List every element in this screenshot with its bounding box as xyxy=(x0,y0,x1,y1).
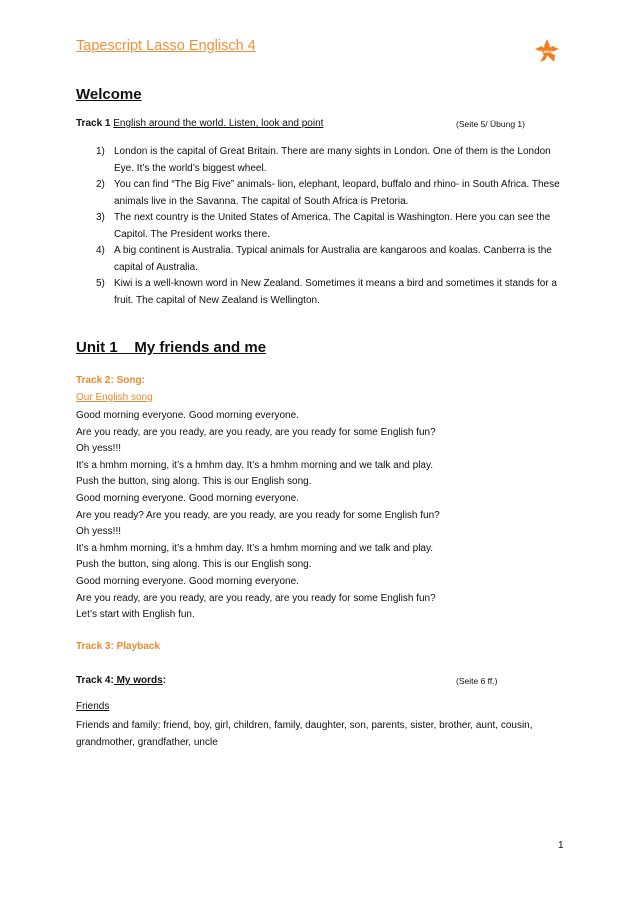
list-item xyxy=(76,276,566,309)
list-item-number: 1) xyxy=(96,146,105,157)
lyric-line: Are you ready? Are you ready, are you ready, are you ready for some English fun? xyxy=(76,509,440,521)
list-item-text: The next country is the United States of America. The Capital is Washington. Here you can see the Capitol. The President works there. xyxy=(114,212,551,240)
logo-text: Lasso xyxy=(540,49,554,54)
track-4-title: My words xyxy=(113,675,163,686)
lyric-line: Let’s start with English fun. xyxy=(76,609,195,621)
list-item-text: You can find “The Big Five” animals- lion, elephant, leopard, buffalo and rhino- in South Africa. These animals live in the Savanna. The capital of South Africa is Pretoria. xyxy=(114,179,560,207)
welcome-heading: Welcome xyxy=(76,86,142,103)
track-1-ref: (Seite 5/ Übung 1) xyxy=(456,119,525,129)
track-2-label: Track 2: Song: xyxy=(76,375,145,386)
lyric-line: Push the button, sing along. This is our English song. xyxy=(76,476,312,488)
list-item xyxy=(76,210,566,243)
lyric-line: Good morning everyone. Good morning everyone. xyxy=(76,575,299,587)
friends-text: Friends and family: friend, boy, girl, children, family, daughter, son, parents, sister, brother, aunt, cousin, grandmother, grandfather, uncle xyxy=(76,720,533,748)
list-item-text: Kiwi is a well-known word in New Zealand. Sometimes it means a bird and sometimes it stands for a fruit. The capital of New Zealand is Wellington. xyxy=(114,278,557,306)
track-1-line xyxy=(76,118,556,132)
lyric-line: It’s a hmhm morning, it’s a hmhm day. It’s a hmhm morning and we talk and play. xyxy=(76,459,434,471)
song-lyrics xyxy=(76,408,576,624)
friends-heading: Friends xyxy=(76,701,110,712)
track-4-line xyxy=(76,675,556,689)
unit-1-heading: Unit 1 My friends and me xyxy=(76,339,267,356)
track-3-label: Track 3: Playback xyxy=(76,641,160,652)
track-4-colon: : xyxy=(162,675,167,686)
welcome-list xyxy=(76,144,566,309)
list-item-text: London is the capital of Great Britain. There are many sights in London. One of them is the London Eye. It’s the world’s biggest wheel. xyxy=(114,146,551,174)
list-item-number: 3) xyxy=(96,212,105,223)
lyric-line: Push the button, sing along. This is our English song. xyxy=(76,559,312,571)
lyric-line: Good morning everyone. Good morning everyone. xyxy=(76,410,299,421)
list-item xyxy=(76,177,566,210)
lyric-line: Are you ready, are you ready, are you ready, are you ready for some English fun? xyxy=(76,426,436,438)
track-1-label: Track 1 xyxy=(76,118,111,129)
page-number: 1 xyxy=(558,840,564,851)
document-header-title: Tapescript Lasso Englisch 4 xyxy=(76,38,256,54)
list-item-number: 4) xyxy=(96,245,105,256)
track-1-title: English around the world. Listen, look and point xyxy=(113,118,324,129)
list-item xyxy=(76,243,566,276)
lyric-line: Good morning everyone. Good morning everyone. xyxy=(76,492,299,504)
track-4-ref: (Seite 6 ff.) xyxy=(456,676,498,686)
lasso-logo-icon xyxy=(534,38,560,64)
list-item-number: 5) xyxy=(96,278,105,289)
lyric-line: Oh yess!!! xyxy=(76,443,122,455)
list-item xyxy=(76,144,566,177)
lyric-line: It’s a hmhm morning, it’s a hmhm day. It’s a hmhm morning and we talk and play. xyxy=(76,542,434,554)
song-title: Our English song xyxy=(76,392,153,403)
list-item-number: 2) xyxy=(96,179,105,190)
list-item-text: A big continent is Australia. Typical animals for Australia are kangaroos and koalas. Canberra is the capital of Australia. xyxy=(114,245,552,273)
lyric-line: Oh yess!!! xyxy=(76,526,122,538)
lyric-line: Are you ready, are you ready, are you ready, are you ready for some English fun? xyxy=(76,592,436,604)
track-4-label: Track 4: xyxy=(76,675,114,686)
